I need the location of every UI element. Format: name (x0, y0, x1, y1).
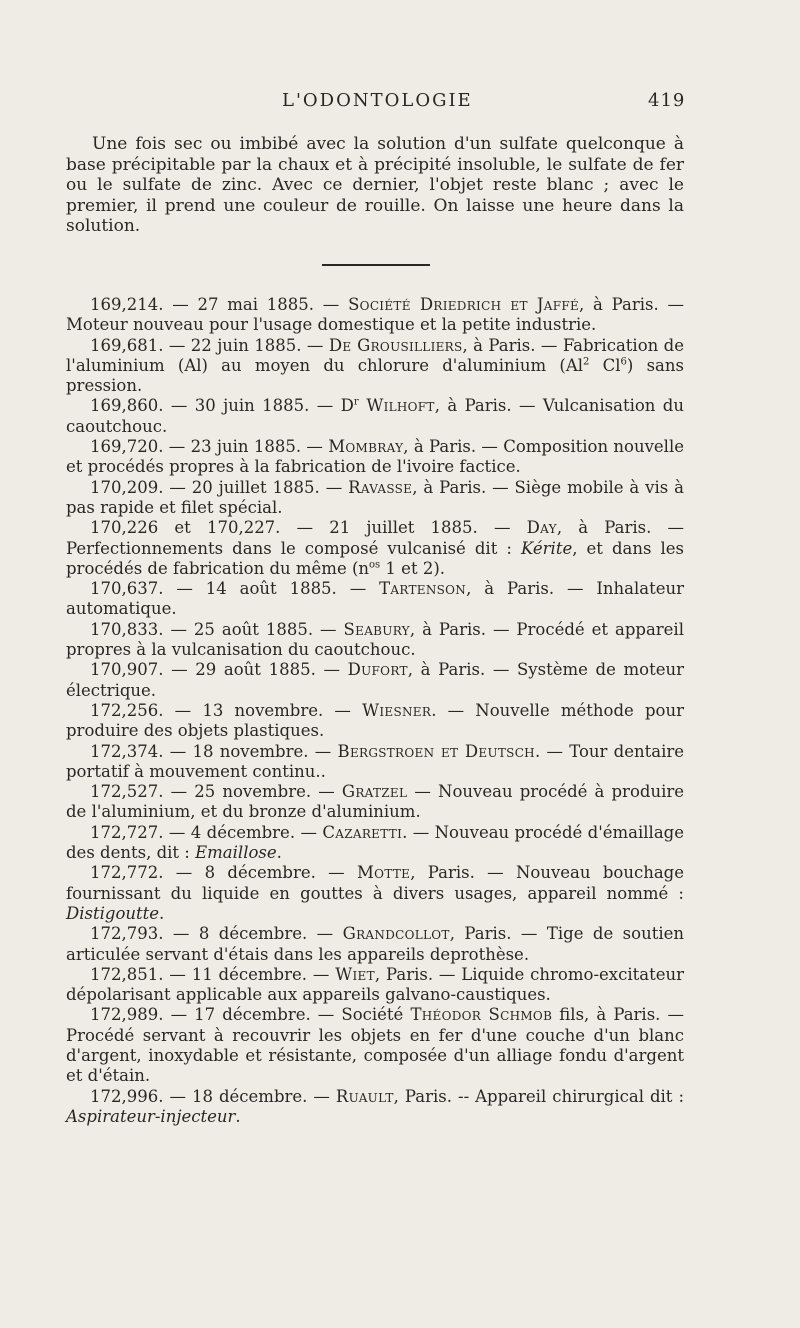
entry-number-date: 172,374. — 18 novembre. — (90, 741, 338, 761)
entry-text: . (159, 903, 165, 923)
entry-text: Cl (589, 355, 621, 375)
entry-number-date: 172,772. — 8 décembre. — (90, 863, 357, 883)
entry-description: , Paris. — Tige de soutien articulée servant d'étais dans les appareils deprothèse. (66, 924, 684, 964)
entry-text: 1 et 2). (380, 558, 445, 578)
patent-entry (66, 1087, 684, 1128)
applicant-name: Seabury (343, 619, 410, 639)
entry-description: . — Nouvelle méthode pour produire des objets plastiques. (66, 700, 684, 741)
applicant-name: Motte (356, 863, 411, 883)
running-title: L'ODONTOLOGIE (282, 90, 473, 111)
entry-number-date: 169,681. — 22 juin 1885. — (90, 335, 329, 355)
applicant-name: Théodor Schmob (410, 1005, 553, 1025)
superscript: 2 (583, 356, 590, 368)
superscript: os (369, 559, 381, 571)
applicant-name: Cazaretti (322, 822, 403, 842)
applicant-name: Wiesner (362, 700, 432, 720)
entry-description: , Paris. — Liquide chromo-excitateur dépolarisant applicable aux appareils galvano-caustiques. (66, 964, 684, 1005)
intro-paragraph (66, 134, 684, 237)
entry-number-date: 170,637. — 14 août 1885. — (90, 579, 380, 599)
entry-description: — Nouveau procédé à produire de l'aluminium, et du bronze d'aluminium. (66, 782, 684, 822)
applicant-name: Ruault (335, 1086, 394, 1106)
patent-entry (66, 478, 684, 519)
page-number: 419 (648, 90, 686, 111)
product-name: Emaillose (195, 843, 277, 863)
applicant-name: Gratzel (341, 782, 408, 802)
applicant-name: Dufort (347, 660, 408, 680)
entry-description: , à Paris. — Fabrication de l'aluminium (Al) au moyen du chlorure d'aluminium (Al (66, 335, 684, 375)
applicant-name: Grandcollot (342, 924, 450, 944)
applicant-name: Mombray (328, 437, 404, 457)
patent-entry (66, 965, 684, 1006)
entry-description: , à Paris. — Composition nouvelle et procédés propres à la fabrication de l'ivoire factice. (66, 437, 685, 477)
patent-entry (66, 1005, 684, 1086)
applicant-name: De Grousilliers (328, 335, 463, 355)
applicant-name: Tartenson (379, 579, 467, 599)
entry-description: , à Paris. — Système de moteur électrique. (66, 660, 684, 700)
entry-number-date: 172,989. — 17 décembre. — Société (90, 1005, 411, 1025)
patent-entry (66, 336, 684, 397)
product-name: Aspirateur-injecteur (66, 1106, 236, 1126)
entry-number-date: 172,256. — 13 novembre. — (90, 700, 363, 720)
entry-description: . — Nouveau procédé d'émaillage des dents, dit : (66, 822, 684, 863)
entry-description: , à Paris. — Siège mobile à vis à pas rapide et filet spécial. (66, 477, 684, 517)
entry-text: . (235, 1106, 241, 1126)
patent-entry (66, 660, 684, 701)
applicant-name: Wiet (335, 964, 375, 984)
page-header (0, 90, 800, 114)
entry-number-date: 172,727. — 4 décembre. — (90, 822, 323, 842)
patent-entry (66, 742, 684, 783)
entry-number-date: 172,527. — 25 novembre. — (90, 782, 342, 802)
entry-number-date: 169,214. — 27 mai 1885. — (90, 295, 349, 314)
applicant-name: Ravasse (348, 477, 413, 497)
entry-description: , à Paris. — Procédé et appareil propres à la vulcanisation du caoutchouc. (66, 619, 684, 660)
entry-text: ) sans pression. (66, 355, 684, 396)
entry-number-date: 172,851. — 11 décembre. — (90, 964, 336, 984)
patent-entry (66, 437, 684, 478)
product-name: Kérite (521, 538, 573, 558)
patent-entry (66, 620, 684, 661)
entry-number-date: 170,833. — 25 août 1885. — (90, 619, 344, 639)
superscript: 6 (620, 356, 627, 368)
patent-entry (66, 396, 684, 437)
applicant-name: Bergstroen et Deutsch (337, 741, 535, 761)
entry-description: , Paris. — Nouveau bouchage fournissant du liquide en gouttes à divers usages, appareil nommé : (66, 863, 684, 903)
entry-number-date: 169,860. — 30 juin 1885. — D (90, 396, 354, 416)
product-name: Distigoutte (66, 903, 160, 923)
entry-number-date: 172,996. — 18 décembre. — (90, 1086, 336, 1106)
entry-description: , à Paris. — Vulcanisation du caoutchouc. (66, 396, 684, 436)
entry-description: , Paris. -- Appareil chirurgical dit : (393, 1086, 684, 1106)
patent-entry (66, 295, 684, 336)
entry-number-date: 169,720. — 23 juin 1885. — (90, 437, 329, 457)
patent-entry (66, 782, 684, 823)
intro-text: Une fois sec ou imbibé avec la solution d'un sulfate quelconque à base précipitable par la chaux et à précipité insoluble, le sulfate de fer ou le sulfate de zinc. Avec ce dernier, l'objet reste blanc ; avec le premier, il prend une couleur de rouille. On laisse une heure dans la solution. (66, 134, 684, 236)
entry-description: , à Paris. — Inhalateur automatique. (66, 579, 684, 619)
section-divider (322, 264, 430, 266)
patent-entry (66, 518, 684, 579)
entry-description: fils, à Paris. — Procédé servant à recouvrir les objets en fer d'une couche d'un blanc d'argent, inoxydable et résistante, composée d'un alliage fondu d'argent et d'étain. (66, 1005, 685, 1086)
applicant-name: Société Driedrich et Jaffé (348, 295, 580, 314)
patent-entry (66, 924, 684, 965)
entry-description: , à Paris. — Moteur nouveau pour l'usage domestique et la petite industrie. (66, 295, 684, 335)
patent-entry (66, 579, 684, 620)
applicant-name: Day (526, 518, 557, 538)
patent-list (66, 295, 684, 1127)
patent-entry (66, 701, 684, 742)
entry-text: , et dans les procédés de fabrication du même (n (66, 538, 684, 578)
superscript: r (353, 396, 359, 408)
entry-number-date: 170,907. — 29 août 1885. — (90, 660, 348, 680)
entry-description: . — Tour dentaire portatif à mouvement continu.. (66, 741, 684, 781)
entry-text: . (276, 843, 282, 863)
entry-number-date: 170,226 et 170,227. — 21 juillet 1885. — (90, 518, 527, 538)
patent-entry (66, 863, 684, 924)
patent-entry (66, 823, 684, 864)
entry-description: , à Paris. — Perfectionnements dans le composé vulcanisé dit : (66, 518, 684, 558)
entry-number-date: 172,793. — 8 décembre. — (90, 924, 343, 944)
applicant-name: Wilhoft (358, 396, 435, 416)
entry-number-date: 170,209. — 20 juillet 1885. — (90, 477, 349, 497)
